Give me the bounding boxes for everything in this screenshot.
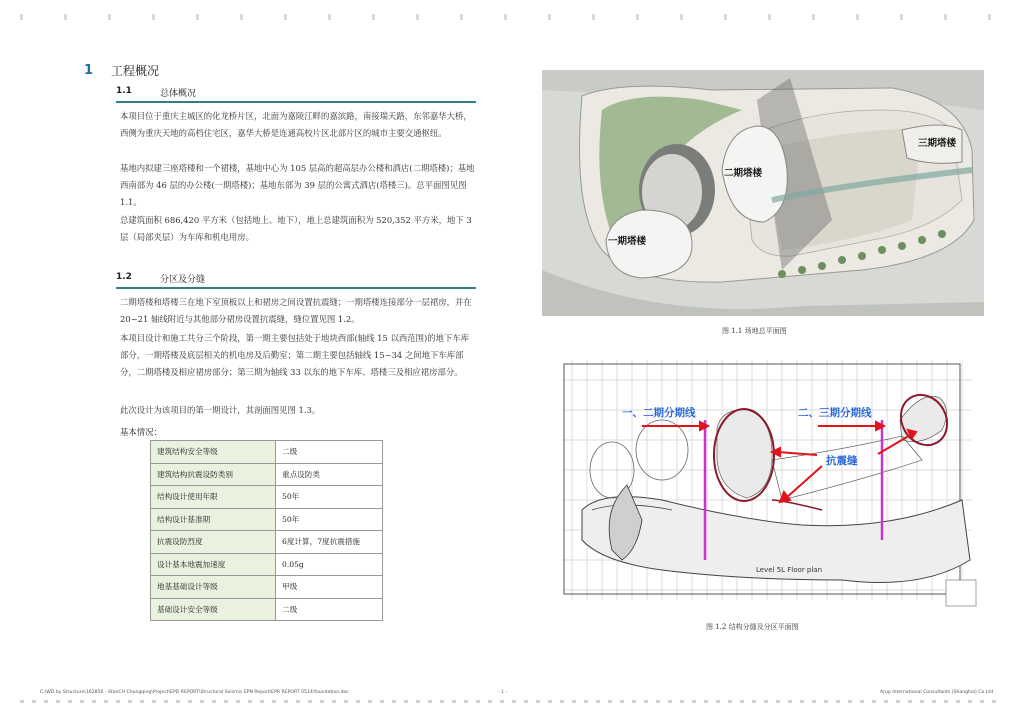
plan-title-label: Level 5L Floor plan: [756, 566, 823, 574]
table-row: [151, 531, 383, 554]
table-row-value: 重点设防类: [276, 463, 383, 486]
site-plan-figure: [542, 70, 984, 316]
table-row-value: 50年: [276, 508, 383, 531]
figure2-caption: 图 1.2 结构分缝及分区平面图: [706, 623, 799, 631]
table-row-value: 50年: [276, 486, 383, 509]
table-row-label: 结构设计使用年限: [151, 486, 276, 509]
footer-file-path: C:\WD by Structure\162856 - StanCH Chongqing\Project\EPD REPORT\Structural Seismic EPN Report\EPR REPORT 0514\foundation.doc: [40, 690, 349, 695]
table-row-label: 抗震设防烈度: [151, 531, 276, 554]
table-row-label: 建筑结构安全等级: [151, 441, 276, 464]
subsection-title: 分区及分缝: [159, 275, 205, 285]
table-row-value: 甲级: [276, 576, 383, 599]
paragraph-location: 本项目位于重庆主城区的化龙桥片区，北面为嘉陵江畔的嘉滨路，南接瑞天路，东邻嘉华大桥，西侧为重庆天地的高档住宅区，嘉华大桥是连通高校片区北部片区的城市主要交通枢纽。: [120, 111, 472, 138]
subsection-title: 总体概况: [159, 89, 196, 99]
table-row-label: 基础设计安全等级: [151, 598, 276, 621]
figure1-caption: 图 1.1 场地总平面图: [722, 327, 787, 335]
table-row-label: 结构设计基准期: [151, 508, 276, 531]
paragraph-design-scope: 此次设计为该项目的第一期设计，其剖面图见图 1.3。: [120, 405, 321, 415]
phase12-annotation: 一、二期分期线: [622, 407, 696, 419]
footer-page-number: - 1 -: [498, 690, 508, 695]
table-row: [151, 553, 383, 576]
bottom-ruler-ticks: [20, 700, 1004, 703]
subsection-heading-1-1: [116, 86, 476, 103]
table-row-value: 二级: [276, 441, 383, 464]
paragraph-towers: 基地内拟建三座塔楼和一个裙楼，基地中心为 105 层高的超高层办公楼和酒店(二期塔楼)；基地西南部为 46 层的办公楼(一期塔楼)；基地东部为 39 层的公寓式酒店(塔楼三)。总平面图见图 1.1。: [120, 163, 475, 207]
table-row-value: 二级: [276, 598, 383, 621]
structural-joint-plan-figure: [542, 350, 984, 614]
table-row-label: 建筑结构抗震设防类别: [151, 463, 276, 486]
phase23-annotation: 二、三期分期线: [798, 407, 872, 419]
tower2-label: 二期塔楼: [724, 168, 763, 179]
top-ruler-ticks: [20, 14, 1004, 20]
paragraph-phases: 本项目设计和施工共分三个阶段，第一期主要包括处于地块西部(轴线 15 以西范围)的地下车库部分，一期塔楼及底层相关的机电房及后勤室；第二期主要包括轴线 15~34 之间地下车库部分，二期塔楼及相应裙房部分；第三期为轴线 33 以东的地下车库、塔楼三及相应裙房部分。: [120, 333, 470, 377]
section-title: 工程概况: [111, 64, 160, 78]
section-heading: [84, 62, 159, 79]
table-row: [151, 576, 383, 599]
table-row: [151, 508, 383, 531]
table-row: [151, 441, 383, 464]
paragraph-seismic-joints: 二期塔楼和塔楼三在地下室顶板以上和裙房之间设置抗震缝；一期塔楼连接部分一层裙房，并在 20~21 轴线附近与其他部分裙房设置抗震缝，缝位置见图 1.2。: [120, 297, 472, 324]
paragraph-area: 总建筑面积 686,420 平方米（包括地上、地下），地上总建筑面积为 520,352 平方米，地下 3 层（局部夹层）为车库和机电用房。: [120, 215, 472, 242]
table-row-value: 0.05g: [276, 553, 383, 576]
subsection-heading-1-2: [116, 272, 476, 289]
table-row: [151, 598, 383, 621]
table-row-label: 设计基本地震加速度: [151, 553, 276, 576]
subsection-number: 1.1: [116, 86, 132, 96]
tower3-label: 三期塔楼: [918, 138, 957, 149]
table-row-value: 6度计算，7度抗震措施: [276, 531, 383, 554]
subsection-number: 1.2: [116, 272, 132, 282]
basic-info-label: 基本情况：: [120, 427, 162, 437]
section-number: 1: [84, 63, 94, 78]
table-row-label: 地基基础设计等级: [151, 576, 276, 599]
seismic-joint-annotation: 抗震缝: [826, 455, 858, 467]
table-row: [151, 486, 383, 509]
basic-info-table: [150, 440, 383, 621]
footer-company: Arup International Consultants (Shanghai) Co Ltd: [880, 690, 994, 695]
tower1-label: 一期塔楼: [608, 236, 647, 247]
table-row: [151, 463, 383, 486]
